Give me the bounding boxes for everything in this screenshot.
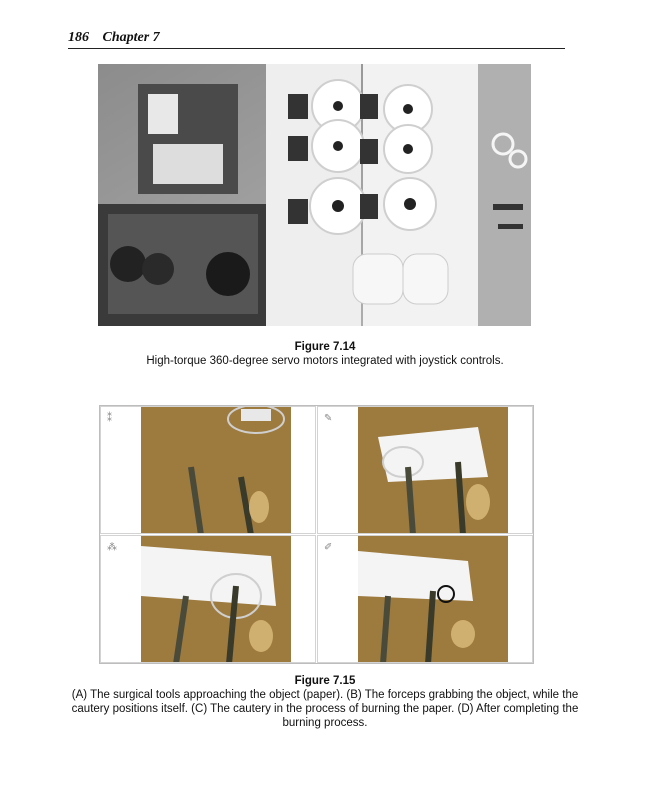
panel-c — [100, 535, 316, 663]
figure-label: Figure 7.15 — [294, 675, 356, 687]
figure-7-14-caption — [60, 340, 590, 368]
figure-label: Figure 7.14 — [294, 341, 356, 353]
figure-7-15-panels — [99, 405, 534, 664]
scribble-mark: ✎ — [324, 413, 333, 424]
scribble-mark: ✐ — [324, 542, 333, 553]
page-number: 186 — [68, 30, 89, 45]
panel-d — [317, 535, 533, 663]
figure-7-15-caption — [60, 674, 590, 730]
panel-b — [317, 406, 533, 534]
scribble-mark: ⁑ — [107, 413, 112, 424]
figure-caption-text: High-torque 360-degree servo motors integrated with joystick controls. — [146, 355, 504, 367]
figure-7-14-photo — [98, 64, 531, 326]
chapter-title: Chapter 7 — [102, 30, 160, 45]
running-header — [68, 30, 565, 49]
panel-a — [100, 406, 316, 534]
figure-caption-text: (A) The surgical tools approaching the object (paper). (B) The forceps grabbing the object, while the cautery positions itself. (C) The cautery in the process of burning the paper. (D) After completing the burning process. — [71, 689, 579, 729]
scribble-mark: ⁂ — [107, 542, 117, 553]
